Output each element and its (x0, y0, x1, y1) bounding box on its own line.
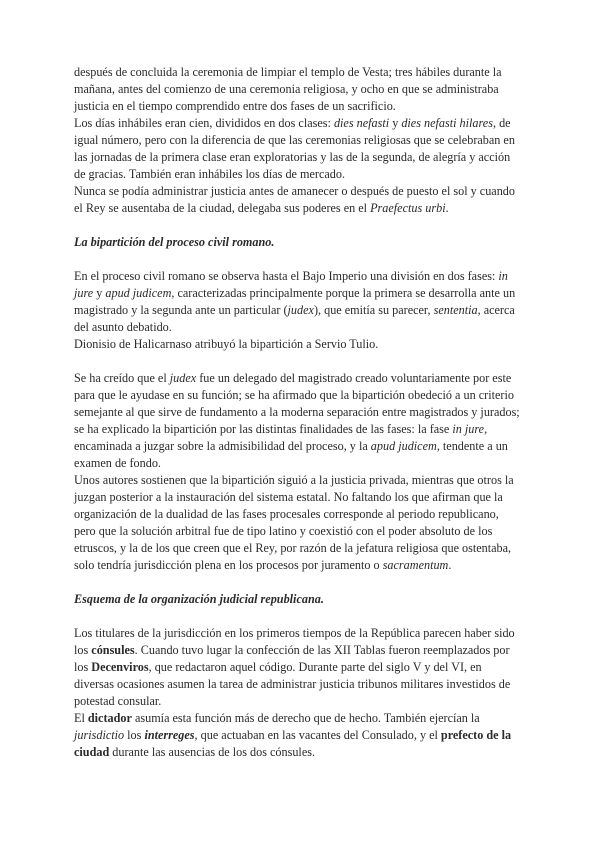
spacer (74, 217, 522, 234)
paragraph-praefectus-urbi: Nunca se podía administrar justicia antes de amanecer o después de puesto el sol y cuando el Rey se ausentaba de la ciudad, delegaba sus poderes en el Praefectus urbi. (74, 184, 515, 215)
paragraph-dias-inhabiles: Los días inhábiles eran cien, divididos en dos clases: dies nefasti y dies nefasti hilares, de igual número, pero con la diferencia de que las ceremonias religiosas que se celebraban en las jornadas de la primera clase eran exploratorias y las de la segunda, de alegría y acción de gracias. También eran inhábiles los días de mercado. (74, 116, 515, 181)
spacer (74, 574, 522, 591)
paragraph-dionisio: Dionisio de Halicarnaso atribuyó la bipartición a Servio Tulio. (74, 337, 379, 351)
section-heading-biparticion: La bipartición del proceso civil romano. (74, 235, 275, 249)
spacer (74, 251, 522, 268)
paragraph-titulares: Los titulares de la jurisdicción en los primeros tiempos de la República parecen haber sido los cónsules. Cuando tuvo lugar la confección de las XII Tablas fueron reemplazados por los Decenviros, que redactaron aquel código. Durante parte del siglo V y del VI, en diversas ocasiones asumen la tarea de administrar justicia tribunos militares investidos de potestad consular. (74, 626, 515, 708)
paragraph-dictador: El dictador asumía esta función más de derecho que de hecho. También ejercían la jurisdictio los interreges, que actuaban en las vacantes del Consulado, y el prefecto de la ciudad durante las ausencias de los dos cónsules. (74, 711, 512, 759)
paragraph-division-fases: En el proceso civil romano se observa hasta el Bajo Imperio una división en dos fases: in jure y apud judicem, caracterizadas principalmente porque la primera se desarrolla ante un magistrado y la segunda ante un particular (judex), que emitía su parecer, sententia, acerca del asunto debatido. (74, 269, 516, 334)
spacer (74, 608, 522, 625)
term-praefectus-urbi: Praefectus urbi (370, 201, 446, 215)
paragraph-dias-habiles: después de concluida la ceremonia de limpiar el templo de Vesta; tres hábiles durante la mañana, antes del comienzo de una ceremonia religiosa, y ocho en que se administraba justicia en el tiempo comprendido entre dos fases de un sacrificio. (74, 65, 502, 113)
paragraph-autores: Unos autores sostienen que la bipartición siguió a la justicia privada, mientras que otros la juzgan posterior a la instauración del sistema estatal. No faltando los que afirman que la organización de la dualidad de las fases procesales corresponde al periodo republicano, pero que la solución arbitral fue de tipo latino y coexistió con el poder absoluto de los etruscos, y la de los que creen que el Rey, por razón de la jefatura religiosa que ostentaba, solo tendría jurisdicción plena en los procesos por juramento o sacramentum. (74, 473, 514, 572)
paragraph-judex-delegado: Se ha creído que el judex fue un delegado del magistrado creado voluntariamente por este para que le ayudase en su función; se ha afirmado que la bipartición obedeció a un criterio semejante al que sirve de fundamento a la moderna separación entre magistrados y jurados; se ha explicado la bipartición por las distintas finalidades de las fases: la fase in jure, encaminada a juzgar sobre la admisibilidad del proceso, y la apud judicem, tendente a un examen de fondo. (74, 371, 520, 470)
term-dies-nefasti: dies nefasti (333, 116, 390, 130)
term-dies-nefasti-hilares: dies nefasti hilares (401, 116, 493, 130)
section-heading-esquema: Esquema de la organización judicial republicana. (74, 592, 324, 606)
spacer (74, 353, 522, 370)
